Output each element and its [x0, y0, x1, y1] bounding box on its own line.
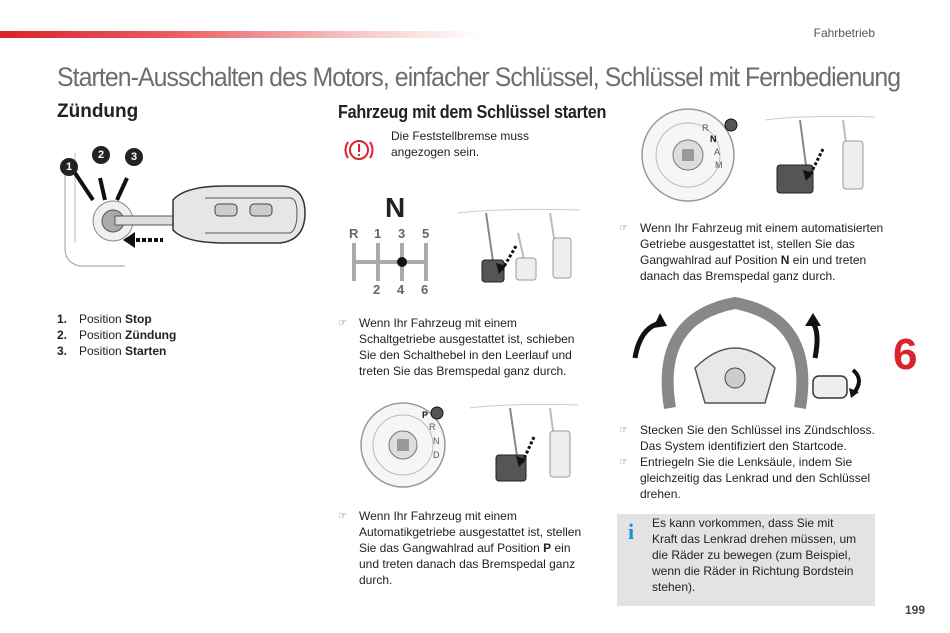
automated-instruction: Wenn Ihr Fahrzeug mit einem automatisierten Getriebe ausgestattet ist, stellen Sie das Gangwahlrad auf Position N ein und treten danach das Bremspedal ganz durch.: [640, 221, 884, 283]
position-item: 2. Position Zündung: [57, 328, 177, 342]
pedals-illustration-manual: [458, 208, 583, 290]
selector-letter-d: D: [433, 450, 440, 460]
manual-instruction: Wenn Ihr Fahrzeug mit einem Schaltgetriebe ausgestattet ist, schieben Sie den Schalthebel in den Leerlauf und treten Sie das Bremspedal ganz durch.: [359, 316, 575, 378]
gear-bottom-labels: 2 4 6: [373, 282, 429, 297]
selector-letter-m: M: [715, 160, 723, 170]
automatic-instruction: Wenn Ihr Fahrzeug mit einem Automatikgetriebe ausgestattet ist, stellen Sie das Gangwahlrad auf Position P ein und treten danach das Bremspedal ganz durch.: [359, 509, 582, 587]
selector-letter-a: A: [714, 147, 721, 157]
bullet-icon: ☞: [619, 457, 628, 468]
selector-letter-r: R: [702, 123, 709, 133]
steering-wheel-illustration: [635, 298, 875, 413]
selector-letter-n: N: [433, 436, 440, 446]
section-label: Fahrbetrieb: [813, 26, 875, 40]
step-unlock-steering: Entriegeln Sie die Lenksäule, indem Sie gleichzeitig das Lenkrad und den Schlüssel drehen.: [640, 455, 871, 501]
position-list: [57, 311, 176, 359]
info-icon: i: [628, 519, 635, 544]
bullet-icon: ☞: [619, 223, 628, 234]
warning-text: Die Feststellbremse muss angezogen sein.: [391, 129, 530, 159]
step-insert-key: Stecken Sie den Schlüssel ins Zündschloss. Das System identifiziert den Startcode.: [640, 423, 875, 453]
gear-letter: N: [385, 192, 406, 223]
position-item: 1. Position Stop: [57, 312, 152, 326]
pedals-illustration-automated: [765, 115, 877, 200]
info-text: Es kann vorkommen, dass Sie mit Kraft das Lenkrad drehen müssen, um die Räder zu bewegen (zum Beispiel, wenn die Räder in Richtung Bordstein stehen).: [652, 516, 857, 594]
selector-letter-p: P: [422, 410, 429, 420]
callout-1: 1: [60, 158, 78, 176]
header-accent-bar: [0, 31, 480, 38]
bullet-icon: ☞: [338, 318, 347, 329]
heading-fahrzeug-starten: Fahrzeug mit dem Schlüssel starten: [338, 102, 607, 122]
selector-letter-n: N: [710, 134, 717, 144]
selector-letter-r: R: [429, 422, 436, 432]
chapter-number: 6: [893, 330, 918, 379]
callout-3: 3: [125, 148, 143, 166]
gear-top-labels: R 1 3 5: [349, 226, 430, 241]
bullet-icon: ☞: [338, 511, 347, 522]
page-number: 199: [905, 603, 926, 617]
page-title: Starten-Ausschalten des Motors, einfacher Schlüssel, Schlüssel mit Fernbedienung: [57, 62, 901, 92]
parking-brake-warning-icon: [343, 137, 375, 163]
callout-2: 2: [92, 146, 110, 164]
bullet-icon: ☞: [619, 425, 628, 436]
pedals-illustration-automatic: [470, 403, 580, 488]
position-item: 3. Position Starten: [57, 344, 167, 358]
automated-selector-dial: [633, 103, 743, 203]
heading-zuendung: Zündung: [57, 101, 139, 122]
